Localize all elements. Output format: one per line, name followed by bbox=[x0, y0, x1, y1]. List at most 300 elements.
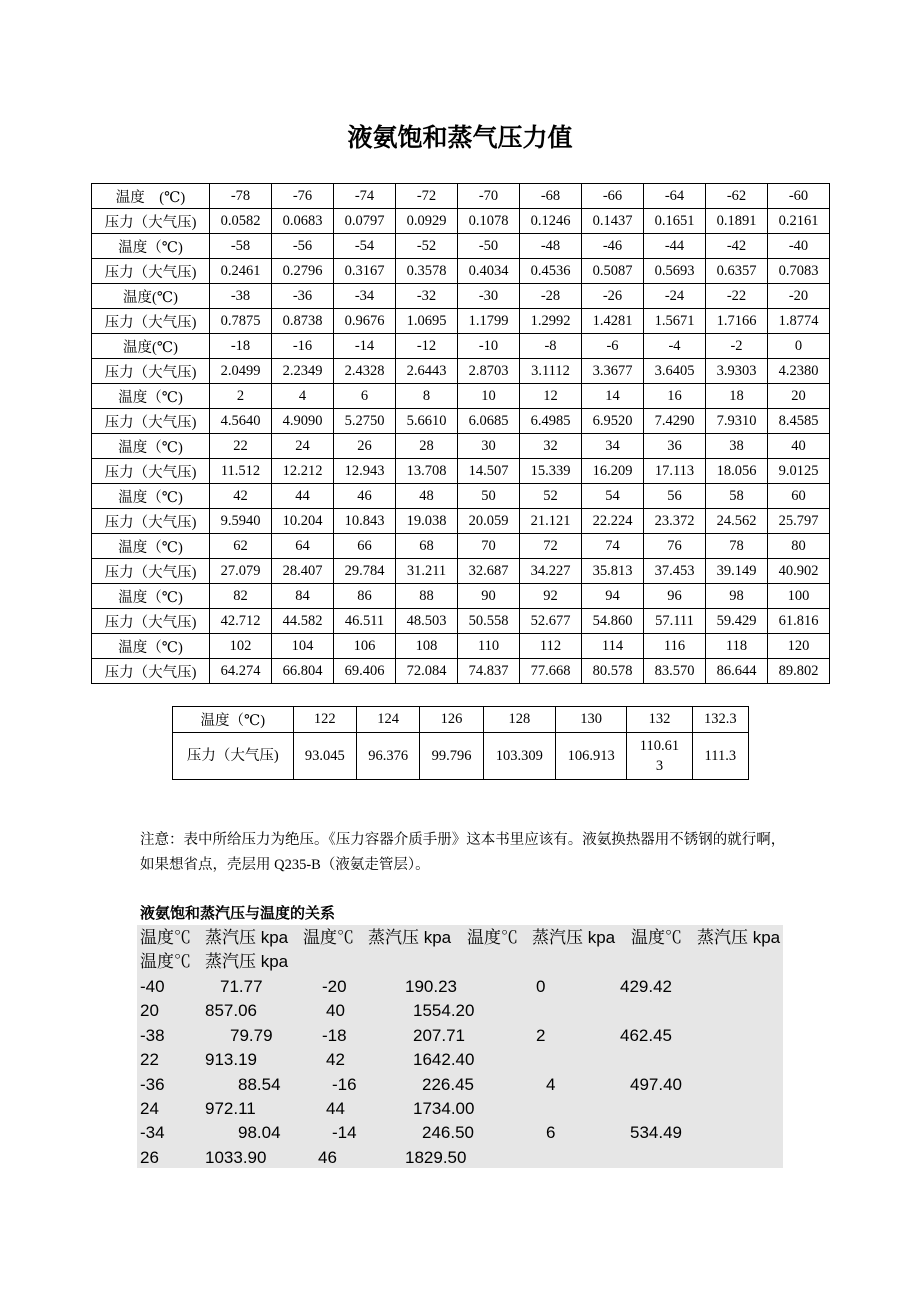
table-cell: 64 bbox=[272, 534, 334, 559]
data-value: 26 bbox=[140, 1147, 159, 1167]
row-label: 温度（℃) bbox=[92, 534, 210, 559]
table-cell: 11.512 bbox=[210, 459, 272, 484]
table-cell: -30 bbox=[458, 284, 520, 309]
table-cell: -4 bbox=[644, 334, 706, 359]
table-cell: -14 bbox=[334, 334, 396, 359]
table-cell: 28.407 bbox=[272, 559, 334, 584]
table-cell: 88 bbox=[396, 584, 458, 609]
table-cell: -58 bbox=[210, 234, 272, 259]
table-cell: -44 bbox=[644, 234, 706, 259]
table-cell: -78 bbox=[210, 184, 272, 209]
table-cell: -36 bbox=[272, 284, 334, 309]
table-cell: -76 bbox=[272, 184, 334, 209]
table-cell: 0.4536 bbox=[520, 259, 582, 284]
table-cell: 0.5693 bbox=[644, 259, 706, 284]
table-cell: 0.1437 bbox=[582, 209, 644, 234]
table-row bbox=[92, 234, 830, 259]
table-cell: 0.2796 bbox=[272, 259, 334, 284]
table-cell: 0.1651 bbox=[644, 209, 706, 234]
table-cell: 30 bbox=[458, 434, 520, 459]
table-cell: 96.376 bbox=[356, 733, 419, 780]
table-cell: 7.9310 bbox=[706, 409, 768, 434]
table-cell: 106.913 bbox=[556, 733, 627, 780]
table-cell: 44.582 bbox=[272, 609, 334, 634]
table-cell: 1.8774 bbox=[768, 309, 830, 334]
data-value: 6 bbox=[546, 1123, 556, 1143]
table-cell: -28 bbox=[520, 284, 582, 309]
data-value: -34 bbox=[140, 1123, 165, 1143]
table-cell: 0.9676 bbox=[334, 309, 396, 334]
row-label: 压力（大气压) bbox=[92, 209, 210, 234]
table-cell: 116 bbox=[644, 634, 706, 659]
table-cell: 72.084 bbox=[396, 659, 458, 684]
data-value: 79.79 bbox=[230, 1025, 273, 1045]
table-cell: 130 bbox=[556, 707, 627, 733]
row-label: 压力（大气压) bbox=[173, 733, 294, 780]
pressure-table-extension bbox=[172, 706, 749, 780]
table-cell: 52.677 bbox=[520, 609, 582, 634]
table-cell: 59.429 bbox=[706, 609, 768, 634]
table-cell: 77.668 bbox=[520, 659, 582, 684]
table-cell: 0.2161 bbox=[768, 209, 830, 234]
table-cell: 19.038 bbox=[396, 509, 458, 534]
row-label: 压力（大气压) bbox=[92, 459, 210, 484]
table-cell: 38 bbox=[706, 434, 768, 459]
table-cell: 60 bbox=[768, 484, 830, 509]
row-label: 温度(℃) bbox=[92, 334, 210, 359]
table-cell: 6.9520 bbox=[582, 409, 644, 434]
table-cell: 0.0929 bbox=[396, 209, 458, 234]
table-cell: 57.111 bbox=[644, 609, 706, 634]
row-label: 压力（大气压) bbox=[92, 509, 210, 534]
row-label: 温度 (℃) bbox=[92, 184, 210, 209]
table-row bbox=[92, 609, 830, 634]
table-cell: 84 bbox=[272, 584, 334, 609]
table-row bbox=[92, 284, 830, 309]
row-label: 压力（大气压) bbox=[92, 659, 210, 684]
data-value: 497.40 bbox=[630, 1074, 682, 1094]
data-value: 226.45 bbox=[422, 1074, 474, 1094]
table-cell: 111.3 bbox=[692, 733, 748, 780]
data-value: 2 bbox=[536, 1025, 546, 1045]
table-cell: 86.644 bbox=[706, 659, 768, 684]
table-row bbox=[92, 484, 830, 509]
data-value: 462.45 bbox=[620, 1025, 672, 1045]
table-cell: 69.406 bbox=[334, 659, 396, 684]
table-cell: 42.712 bbox=[210, 609, 272, 634]
table-cell: -50 bbox=[458, 234, 520, 259]
note-paragraph: 注意：表中所给压力为绝压。《压力容器介质手册》这本书里应该有。液氨换热器用不锈钢的就行啊，如果想省点，壳层用 Q235-B（液氨走管层）。 bbox=[140, 832, 786, 873]
data-value: 1554.20 bbox=[413, 1001, 475, 1021]
table-cell: 132 bbox=[627, 707, 692, 733]
table-cell: 50 bbox=[458, 484, 520, 509]
table-cell: 2.0499 bbox=[210, 359, 272, 384]
table-cell: 54.860 bbox=[582, 609, 644, 634]
table-cell: -16 bbox=[272, 334, 334, 359]
table-row bbox=[173, 707, 749, 733]
table-cell: 5.6610 bbox=[396, 409, 458, 434]
table-cell: 37.453 bbox=[644, 559, 706, 584]
table-row bbox=[92, 309, 830, 334]
table-cell: 44 bbox=[272, 484, 334, 509]
table-cell: 99.796 bbox=[420, 733, 483, 780]
table-cell: 0.3578 bbox=[396, 259, 458, 284]
table-cell: 18.056 bbox=[706, 459, 768, 484]
data-value: -18 bbox=[322, 1025, 347, 1045]
table-cell: 74 bbox=[582, 534, 644, 559]
table-cell: 8.4585 bbox=[768, 409, 830, 434]
table-cell: 126 bbox=[420, 707, 483, 733]
table-cell: 22 bbox=[210, 434, 272, 459]
table-cell: 132.3 bbox=[692, 707, 748, 733]
table-cell: 2.6443 bbox=[396, 359, 458, 384]
table-row bbox=[92, 209, 830, 234]
table-cell: -74 bbox=[334, 184, 396, 209]
data-value: -38 bbox=[140, 1025, 165, 1045]
table-cell: 42 bbox=[210, 484, 272, 509]
data-value: 1642.40 bbox=[413, 1050, 475, 1070]
table-row bbox=[92, 559, 830, 584]
table-cell: -54 bbox=[334, 234, 396, 259]
data-value: 857.06 bbox=[205, 1001, 257, 1021]
table-cell: 96 bbox=[644, 584, 706, 609]
row-label: 温度（℃) bbox=[92, 634, 210, 659]
table-row bbox=[92, 584, 830, 609]
table-cell: 4.9090 bbox=[272, 409, 334, 434]
table-cell: 0.6357 bbox=[706, 259, 768, 284]
row-label: 压力（大气压) bbox=[92, 609, 210, 634]
table-cell: 94 bbox=[582, 584, 644, 609]
data-value: 1829.50 bbox=[405, 1147, 467, 1167]
table-cell: 1.4281 bbox=[582, 309, 644, 334]
table-cell: 48 bbox=[396, 484, 458, 509]
table-cell: 66.804 bbox=[272, 659, 334, 684]
table-cell: -46 bbox=[582, 234, 644, 259]
table-cell: 120 bbox=[768, 634, 830, 659]
row-label: 温度（℃) bbox=[92, 434, 210, 459]
column-header: 蒸汽压 kpa bbox=[697, 928, 781, 947]
table-cell: 80 bbox=[768, 534, 830, 559]
data-value: 1033.90 bbox=[205, 1147, 267, 1167]
table-cell: 52 bbox=[520, 484, 582, 509]
table-cell: 36 bbox=[644, 434, 706, 459]
data-value: 88.54 bbox=[238, 1074, 281, 1094]
table-row bbox=[92, 334, 830, 359]
table-cell: 34.227 bbox=[520, 559, 582, 584]
table-cell: 21.121 bbox=[520, 509, 582, 534]
table-cell: 80.578 bbox=[582, 659, 644, 684]
table-cell: 10.204 bbox=[272, 509, 334, 534]
table-cell: 29.784 bbox=[334, 559, 396, 584]
data-value: -14 bbox=[332, 1123, 357, 1143]
table-cell: 70 bbox=[458, 534, 520, 559]
table-cell: 0.1891 bbox=[706, 209, 768, 234]
table-row bbox=[92, 634, 830, 659]
table-cell: 86 bbox=[334, 584, 396, 609]
table-cell: 0.1246 bbox=[520, 209, 582, 234]
table-cell: 34 bbox=[582, 434, 644, 459]
table-cell: -38 bbox=[210, 284, 272, 309]
data-value: 42 bbox=[326, 1050, 345, 1070]
data-value: 46 bbox=[318, 1147, 337, 1167]
table-cell: -20 bbox=[768, 284, 830, 309]
data-value: 913.19 bbox=[205, 1050, 257, 1070]
pressure-table bbox=[91, 183, 830, 684]
data-value: -20 bbox=[322, 977, 347, 996]
table-cell: 102 bbox=[210, 634, 272, 659]
table-row bbox=[92, 259, 830, 284]
table-cell: -2 bbox=[706, 334, 768, 359]
table-cell: 18 bbox=[706, 384, 768, 409]
table-cell: -66 bbox=[582, 184, 644, 209]
table-cell: -62 bbox=[706, 184, 768, 209]
table-cell: -26 bbox=[582, 284, 644, 309]
table-cell: 6.4985 bbox=[520, 409, 582, 434]
table-cell: 1.5671 bbox=[644, 309, 706, 334]
table-cell: 83.570 bbox=[644, 659, 706, 684]
table-cell: 39.149 bbox=[706, 559, 768, 584]
table-cell: 7.4290 bbox=[644, 409, 706, 434]
table-cell: 9.0125 bbox=[768, 459, 830, 484]
table-cell: -8 bbox=[520, 334, 582, 359]
table-cell: 1.1799 bbox=[458, 309, 520, 334]
data-value: 429.42 bbox=[620, 977, 672, 996]
column-header: 温度℃ bbox=[467, 928, 518, 947]
table-row bbox=[92, 434, 830, 459]
table-cell: 2.2349 bbox=[272, 359, 334, 384]
table-cell: 2 bbox=[210, 384, 272, 409]
table-cell: 16.209 bbox=[582, 459, 644, 484]
table-row bbox=[92, 409, 830, 434]
column-header: 温度℃ bbox=[140, 952, 191, 971]
table-cell: 0.1078 bbox=[458, 209, 520, 234]
table-cell: 14.507 bbox=[458, 459, 520, 484]
table-cell: 0.7083 bbox=[768, 259, 830, 284]
data-value: 4 bbox=[546, 1074, 556, 1094]
table-cell: -60 bbox=[768, 184, 830, 209]
table-cell: 3.1112 bbox=[520, 359, 582, 384]
table-cell: 0.0582 bbox=[210, 209, 272, 234]
table-row bbox=[173, 733, 749, 780]
table-cell: -18 bbox=[210, 334, 272, 359]
table-cell: 10 bbox=[458, 384, 520, 409]
table-cell: 103.309 bbox=[483, 733, 555, 780]
table-cell: 26 bbox=[334, 434, 396, 459]
data-value: 24 bbox=[140, 1099, 159, 1118]
table-cell: -68 bbox=[520, 184, 582, 209]
table-cell: 25.797 bbox=[768, 509, 830, 534]
table-cell: 13.708 bbox=[396, 459, 458, 484]
table-cell: 3.9303 bbox=[706, 359, 768, 384]
table-cell: 1.0695 bbox=[396, 309, 458, 334]
table-cell: 3.6405 bbox=[644, 359, 706, 384]
table-cell: 0.0683 bbox=[272, 209, 334, 234]
table-cell: 104 bbox=[272, 634, 334, 659]
row-label: 压力（大气压) bbox=[92, 309, 210, 334]
table-cell: 1.7166 bbox=[706, 309, 768, 334]
table-cell: 22.224 bbox=[582, 509, 644, 534]
table-cell: 0.2461 bbox=[210, 259, 272, 284]
table-cell: 62 bbox=[210, 534, 272, 559]
column-header: 蒸汽压 kpa bbox=[532, 928, 616, 947]
table-cell: 46.511 bbox=[334, 609, 396, 634]
table-cell: 110 bbox=[458, 634, 520, 659]
row-label: 压力（大气压) bbox=[92, 409, 210, 434]
column-header: 温度℃ bbox=[140, 928, 191, 947]
table-cell: 66 bbox=[334, 534, 396, 559]
table-cell: 72 bbox=[520, 534, 582, 559]
table-cell: 12.212 bbox=[272, 459, 334, 484]
table-cell: 24 bbox=[272, 434, 334, 459]
table-cell: -72 bbox=[396, 184, 458, 209]
row-label: 压力（大气压) bbox=[92, 559, 210, 584]
table-cell: -64 bbox=[644, 184, 706, 209]
table-row bbox=[92, 659, 830, 684]
row-label: 温度(℃) bbox=[92, 284, 210, 309]
table-cell: 4.2380 bbox=[768, 359, 830, 384]
table-cell: 6 bbox=[334, 384, 396, 409]
table-row bbox=[92, 534, 830, 559]
data-value: 1734.00 bbox=[413, 1099, 475, 1118]
table-cell: 0.7875 bbox=[210, 309, 272, 334]
table-cell: 124 bbox=[356, 707, 419, 733]
table-cell: 32 bbox=[520, 434, 582, 459]
row-label: 温度（℃) bbox=[92, 234, 210, 259]
table-cell: 76 bbox=[644, 534, 706, 559]
table-cell: 20 bbox=[768, 384, 830, 409]
table-cell: 54 bbox=[582, 484, 644, 509]
table-cell: 93.045 bbox=[293, 733, 356, 780]
data-value: -40 bbox=[140, 977, 165, 996]
table-cell: -70 bbox=[458, 184, 520, 209]
row-label: 压力（大气压) bbox=[92, 359, 210, 384]
table-row bbox=[92, 359, 830, 384]
data-value: 98.04 bbox=[238, 1123, 281, 1143]
column-header: 蒸汽压 kpa bbox=[205, 952, 289, 971]
column-header: 蒸汽压 kpa bbox=[368, 928, 452, 947]
table-cell: 74.837 bbox=[458, 659, 520, 684]
row-label: 温度（℃) bbox=[173, 707, 294, 733]
table-cell: 89.802 bbox=[768, 659, 830, 684]
table-cell: 98 bbox=[706, 584, 768, 609]
table-cell: 40.902 bbox=[768, 559, 830, 584]
table-cell: 112 bbox=[520, 634, 582, 659]
data-value: 40 bbox=[326, 1001, 345, 1021]
section-title: 液氨饱和蒸汽压与温度的关系 bbox=[140, 904, 336, 922]
table-cell: -10 bbox=[458, 334, 520, 359]
column-header: 温度℃ bbox=[303, 928, 354, 947]
table-cell: 0 bbox=[768, 334, 830, 359]
table-cell: 5.2750 bbox=[334, 409, 396, 434]
row-label: 温度（℃) bbox=[92, 584, 210, 609]
table-cell: 50.558 bbox=[458, 609, 520, 634]
table-cell: 16 bbox=[644, 384, 706, 409]
table-cell: 46 bbox=[334, 484, 396, 509]
data-value: 972.11 bbox=[205, 1099, 256, 1118]
table-cell: 61.816 bbox=[768, 609, 830, 634]
table-cell: 10.843 bbox=[334, 509, 396, 534]
table-cell: 20.059 bbox=[458, 509, 520, 534]
table-cell: -48 bbox=[520, 234, 582, 259]
table-cell: 40 bbox=[768, 434, 830, 459]
data-value: -16 bbox=[332, 1074, 357, 1094]
table-cell: -32 bbox=[396, 284, 458, 309]
table-cell: 28 bbox=[396, 434, 458, 459]
table-cell: 92 bbox=[520, 584, 582, 609]
table-cell: 48.503 bbox=[396, 609, 458, 634]
data-value: 44 bbox=[326, 1099, 345, 1118]
table-cell: 12.943 bbox=[334, 459, 396, 484]
table-cell: 15.339 bbox=[520, 459, 582, 484]
row-label: 温度（℃) bbox=[92, 384, 210, 409]
table-cell: 128 bbox=[483, 707, 555, 733]
table-cell: 8 bbox=[396, 384, 458, 409]
table-cell: 90 bbox=[458, 584, 520, 609]
table-cell: 27.079 bbox=[210, 559, 272, 584]
table-cell: 9.5940 bbox=[210, 509, 272, 534]
table-cell: 14 bbox=[582, 384, 644, 409]
table-row bbox=[92, 509, 830, 534]
table-cell: 0.5087 bbox=[582, 259, 644, 284]
table-cell: 24.562 bbox=[706, 509, 768, 534]
table-cell: 0.8738 bbox=[272, 309, 334, 334]
data-value: 207.71 bbox=[413, 1025, 465, 1045]
table-cell: 0.0797 bbox=[334, 209, 396, 234]
table-cell: 82 bbox=[210, 584, 272, 609]
table-cell: 4 bbox=[272, 384, 334, 409]
table-cell: 31.211 bbox=[396, 559, 458, 584]
row-label: 温度（℃) bbox=[92, 484, 210, 509]
column-header: 温度℃ bbox=[631, 928, 682, 947]
table-cell: -56 bbox=[272, 234, 334, 259]
table-cell: -34 bbox=[334, 284, 396, 309]
table-cell: 58 bbox=[706, 484, 768, 509]
table-cell: 17.113 bbox=[644, 459, 706, 484]
table-cell: -24 bbox=[644, 284, 706, 309]
table-cell: 78 bbox=[706, 534, 768, 559]
data-value: 71.77 bbox=[220, 977, 263, 996]
table-cell: 6.0685 bbox=[458, 409, 520, 434]
table-cell: 68 bbox=[396, 534, 458, 559]
table-cell: 23.372 bbox=[644, 509, 706, 534]
page-title: 液氨饱和蒸气压力值 bbox=[347, 123, 573, 152]
table-cell: 0.3167 bbox=[334, 259, 396, 284]
table-cell: -42 bbox=[706, 234, 768, 259]
table-cell: 106 bbox=[334, 634, 396, 659]
table-cell: 2.4328 bbox=[334, 359, 396, 384]
table-cell: 100 bbox=[768, 584, 830, 609]
data-value: 20 bbox=[140, 1001, 159, 1021]
table-cell: 3.3677 bbox=[582, 359, 644, 384]
data-value: 246.50 bbox=[422, 1123, 474, 1143]
table-cell: 4.5640 bbox=[210, 409, 272, 434]
table-cell: 12 bbox=[520, 384, 582, 409]
table-row bbox=[92, 459, 830, 484]
table-cell: 122 bbox=[293, 707, 356, 733]
table-cell: 35.813 bbox=[582, 559, 644, 584]
data-value: 22 bbox=[140, 1050, 159, 1070]
table-cell: 108 bbox=[396, 634, 458, 659]
data-value: 534.49 bbox=[630, 1123, 682, 1143]
table-cell: -52 bbox=[396, 234, 458, 259]
table-cell: 118 bbox=[706, 634, 768, 659]
column-header: 蒸汽压 kpa bbox=[205, 928, 289, 947]
table-cell: 1.2992 bbox=[520, 309, 582, 334]
table-cell: 110.61 3 bbox=[627, 733, 692, 780]
table-cell: -12 bbox=[396, 334, 458, 359]
table-cell: -6 bbox=[582, 334, 644, 359]
table-cell: 2.8703 bbox=[458, 359, 520, 384]
